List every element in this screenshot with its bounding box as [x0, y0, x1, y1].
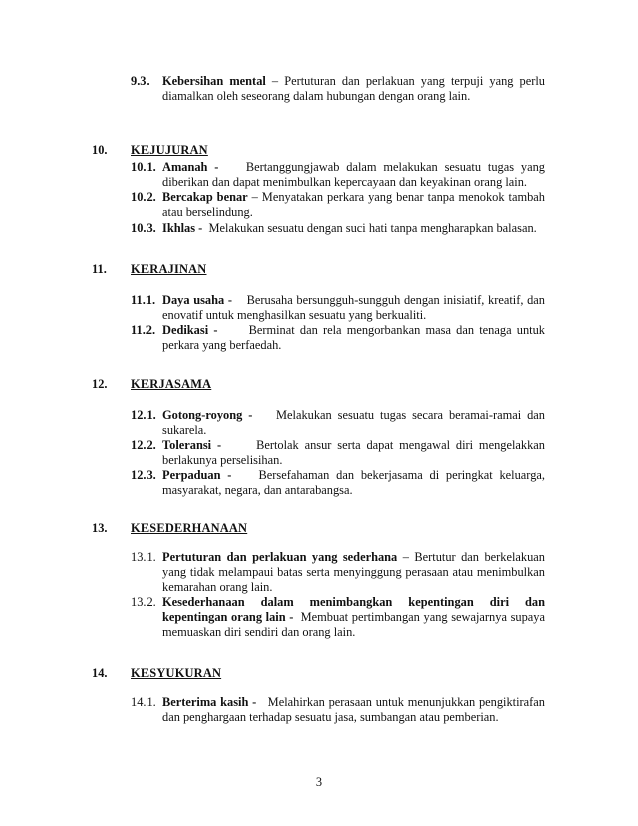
item-12-1 [131, 408, 545, 438]
item-term: Ikhlas - [162, 221, 203, 235]
item-number: 13.2. [131, 595, 156, 609]
item-text: Bertolak ansur serta dapat mengawal diri mengelakkan [256, 438, 545, 452]
item-12-3 [131, 468, 545, 498]
item-term: Kebersihan mental [162, 74, 266, 88]
item-text: Membuat pertimbangan yang sewajarnya supaya [300, 610, 545, 624]
item-12-2 [131, 438, 545, 468]
item-number: 12.3. [131, 468, 156, 482]
item-number: 9.3. [131, 74, 150, 88]
item-11-1 [131, 293, 545, 323]
item-term: Gotong-royong - [162, 408, 253, 422]
item-number: 13.1. [131, 550, 156, 564]
item-number: 10.3. [131, 221, 156, 235]
section-title: KESYUKURAN [131, 666, 222, 680]
item-10-2 [131, 190, 545, 220]
item-term: Dedikasi - [162, 323, 218, 337]
item-text: Bertanggungjawab dalam melakukan sesuatu tugas yang [245, 160, 545, 174]
item-text: diamalkan oleh seseorang dalam hubungan dengan orang lain. [162, 89, 471, 103]
item-term: Bercakap benar [162, 190, 248, 204]
page-number: 3 [315, 775, 323, 789]
item-number: 14.1. [131, 695, 156, 709]
item-text: Melakukan sesuatu tugas secara beramai-ramai dan [276, 408, 545, 422]
item-text: Berusaha bersungguh-sungguh dengan inisiatif, kreatif, dan [246, 293, 546, 307]
item-text: enovatif untuk menghasilkan sesuatu yang berkualiti. [162, 308, 427, 322]
item-term: Berterima kasih - [162, 695, 257, 709]
item-10-3 [131, 221, 545, 236]
item-term: Toleransi - [162, 438, 222, 452]
item-term: Amanah - [162, 160, 219, 174]
item-number: 10.1. [131, 160, 156, 174]
item-term: Kesederhanaan dalam menimbangkan kepentingan diri dan [162, 595, 545, 609]
item-text: dan penghargaan terhadap sesuatu jasa, sumbangan atau pemberian. [162, 710, 499, 724]
section-title: KEJUJURAN [131, 143, 208, 157]
item-text: diberikan dan dapat menimbulkan kepercayaan dan keyakinan orang lain. [162, 175, 528, 189]
item-text: memuaskan diri sendiri dan orang lain. [162, 625, 356, 639]
section-number: 11. [92, 262, 107, 276]
item-number: 12.1. [131, 408, 156, 422]
item-13-1 [131, 550, 545, 595]
item-term: Pertuturan dan perlakuan yang sederhana [162, 550, 398, 564]
item-term: Perpaduan - [162, 468, 232, 482]
item-term: kepentingan orang lain - [162, 610, 294, 624]
item-11-2 [131, 323, 545, 353]
separator: – [265, 74, 285, 88]
section-number: 10. [92, 143, 108, 157]
section-title: KERJASAMA [131, 377, 212, 391]
item-text: perkara yang berfaedah. [162, 338, 282, 352]
item-text: yang tidak melampaui batas serta menyinggung perasaan atau menimbulkan [162, 565, 545, 579]
item-text: Pertuturan dan perlakuan yang terpuji yang perlu [284, 74, 545, 88]
section-number: 13. [92, 521, 108, 535]
item-text: Melakukan sesuatu dengan suci hati tanpa mengharapkan balasan. [208, 221, 537, 235]
item-number: 11.2. [131, 323, 156, 337]
item-text: Menyatakan perkara yang benar tanpa menokok tambah [261, 190, 545, 204]
item-text: Berminat dan rela mengorbankan masa dan tenaga untuk [248, 323, 545, 337]
item-14-1 [131, 695, 545, 725]
section-title: KESEDERHANAAN [131, 521, 248, 535]
item-text: masyarakat, negara, dan antarabangsa. [162, 483, 353, 497]
item-text: Bersefahaman dan bekerjasama di peringkat keluarga, [258, 468, 545, 482]
section-title: KERAJINAN [131, 262, 207, 276]
item-number: 11.1. [131, 293, 156, 307]
section-number: 14. [92, 666, 108, 680]
item-9-3 [131, 74, 545, 104]
item-10-1 [131, 160, 545, 190]
item-number: 10.2. [131, 190, 156, 204]
item-number: 12.2. [131, 438, 156, 452]
item-text: Bertutur dan berkelakuan [414, 550, 545, 564]
separator: – [397, 550, 415, 564]
separator: – [247, 190, 262, 204]
item-text: berlakunya perselisihan. [162, 453, 283, 467]
item-text: Melahirkan perasaan untuk menunjukkan pengiktirafan [267, 695, 545, 709]
item-text: atau berselindung. [162, 205, 253, 219]
item-text: kemarahan orang lain. [162, 580, 273, 594]
item-13-2 [131, 595, 545, 640]
section-number: 12. [92, 377, 108, 391]
item-text: sukarela. [162, 423, 207, 437]
item-term: Daya usaha - [162, 293, 232, 307]
